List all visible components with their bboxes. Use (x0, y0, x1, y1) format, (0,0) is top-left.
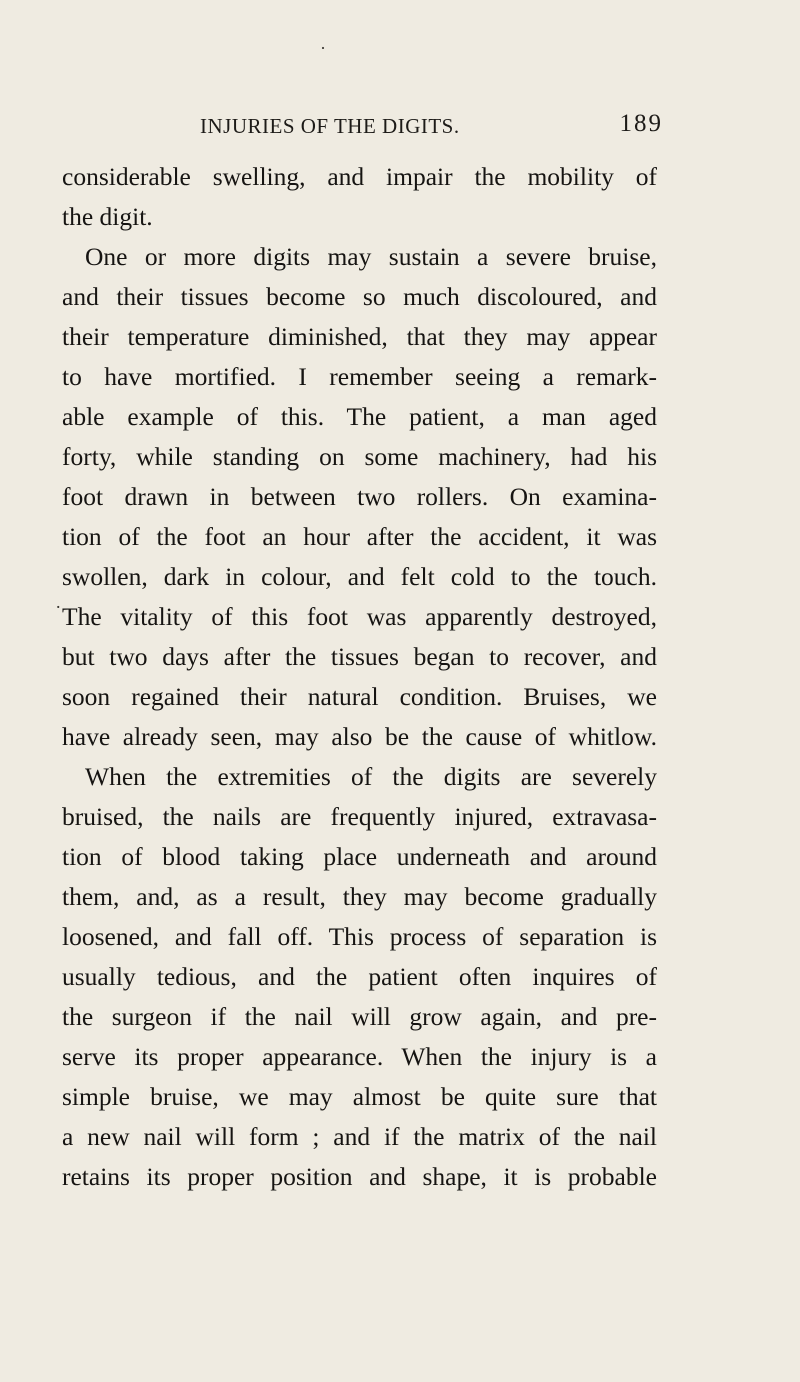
text-line: them, and, as a result, they may become gradually (62, 882, 657, 911)
stray-print-mark: . (56, 592, 61, 612)
text-line: able example of this. The patient, a man aged (62, 402, 657, 431)
text-line: forty, while standing on some machinery, had his (62, 442, 657, 471)
text-line: retains its proper position and shape, it is probable (62, 1162, 657, 1191)
text-line: the digit. (62, 202, 153, 231)
text-line: the surgeon if the nail will grow again, and pre- (62, 1002, 657, 1031)
text-line: One or more digits may sustain a severe bruise, (85, 242, 657, 271)
text-line: serve its proper appearance. When the injury is a (62, 1042, 657, 1071)
page-number: 189 (619, 110, 663, 137)
text-line: swollen, dark in colour, and felt cold to the touch. (62, 562, 657, 591)
text-line: and their tissues become so much discoloured, and (62, 282, 657, 311)
text-line: considerable swelling, and impair the mobility of (62, 162, 657, 191)
text-line: bruised, the nails are frequently injured, extravasa- (62, 802, 657, 831)
text-line: but two days after the tissues began to recover, and (62, 642, 657, 671)
text-line: tion of the foot an hour after the accident, it was (62, 522, 657, 551)
text-line: simple bruise, we may almost be quite sure that (62, 1082, 657, 1111)
text-line: their temperature diminished, that they may appear (62, 322, 657, 351)
text-line: have already seen, may also be the cause of whitlow. (62, 722, 657, 751)
text-line: The vitality of this foot was apparently destroyed, (62, 602, 657, 631)
text-line: a new nail will form ; and if the matrix of the nail (62, 1122, 657, 1151)
running-title: INJURIES OF THE DIGITS. (200, 114, 460, 138)
stray-print-mark: · (320, 38, 326, 58)
text-line: tion of blood taking place underneath and around (62, 842, 657, 871)
text-line: When the extremities of the digits are severely (85, 762, 657, 791)
text-line: foot drawn in between two rollers. On examina- (62, 482, 657, 511)
text-line: loosened, and fall off. This process of separation is (62, 922, 657, 951)
text-line: to have mortified. I remember seeing a remark- (62, 362, 657, 391)
text-line: usually tedious, and the patient often inquires of (62, 962, 657, 991)
text-line: soon regained their natural condition. Bruises, we (62, 682, 657, 711)
